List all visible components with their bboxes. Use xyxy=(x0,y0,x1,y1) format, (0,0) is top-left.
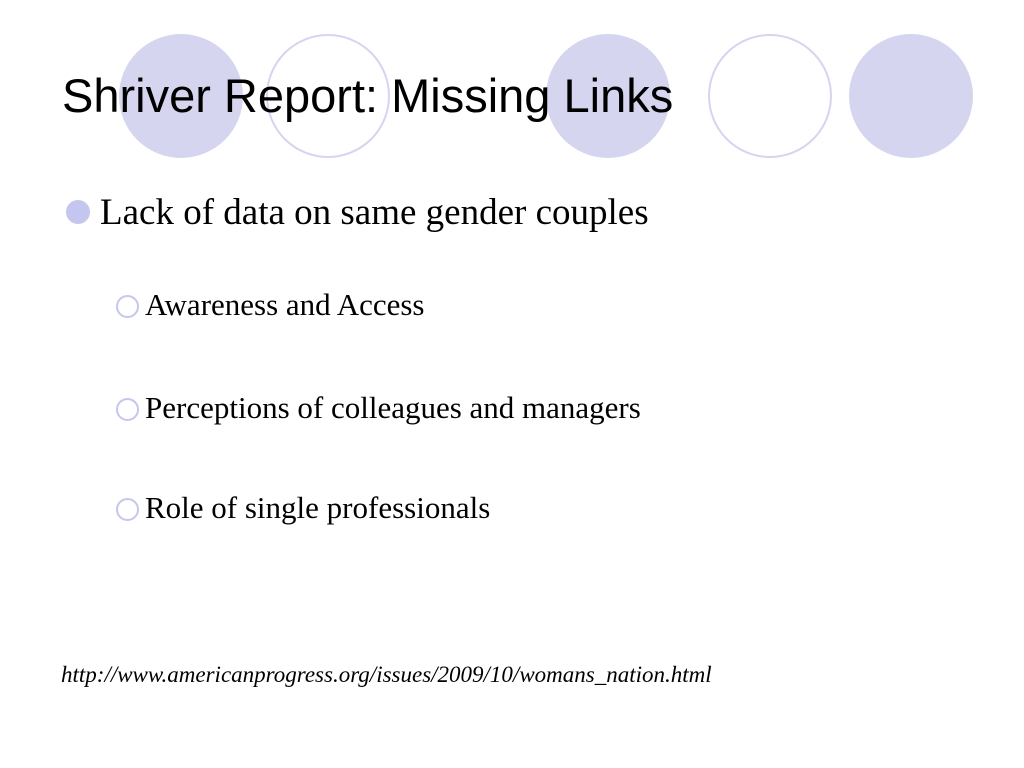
bullet-item xyxy=(66,190,649,236)
hollow-circle-bullet-icon xyxy=(116,398,139,421)
sub-bullet-text: Awareness and Access xyxy=(145,287,425,322)
slide-title: Shriver Report: Missing Links xyxy=(62,69,674,122)
filled-circle-bullet-icon xyxy=(66,200,90,224)
hollow-circle-bullet-icon xyxy=(116,498,139,521)
decorative-filled-circle-3 xyxy=(849,34,973,158)
sub-bullet-text: Perceptions of colleagues and managers xyxy=(145,390,641,425)
source-link[interactable]: http://www.americanprogress.org/issues/2009/10/womans_nation.html xyxy=(61,662,712,687)
decorative-ring-circle-2 xyxy=(708,34,832,158)
sub-bullet-text: Role of single professionals xyxy=(145,490,491,525)
sub-bullet-item xyxy=(116,389,641,427)
sub-bullet-item xyxy=(116,489,490,527)
bullet-text: Lack of data on same gender couples xyxy=(100,192,649,233)
hollow-circle-bullet-icon xyxy=(116,295,139,318)
sub-bullet-item xyxy=(116,286,425,324)
